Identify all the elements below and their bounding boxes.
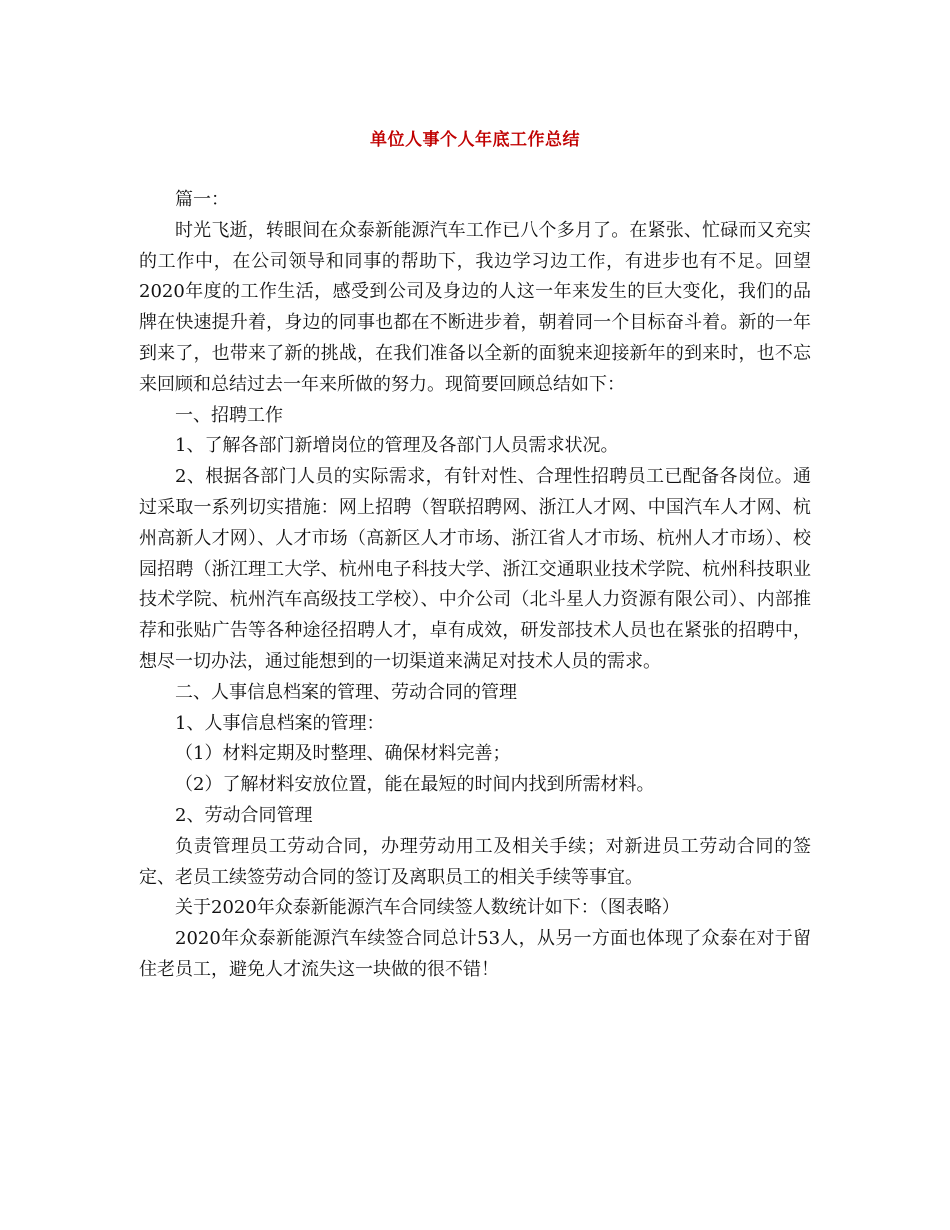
document-title: 单位人事个人年底工作总结: [370, 130, 580, 150]
list-item-archive-1: （1）材料定期及时整理、确保材料完善；: [175, 743, 511, 765]
paragraph-recruitment-1: 1、了解各部门新增岗位的管理及各部门人员需求状况。: [175, 435, 619, 457]
paragraph-intro: 时光飞逝，转眼间在众泰新能源汽车工作已八个多月了。在紧张、忙碌而又充实的工作中，在公司领导和同事的帮助下，我边学习边工作，有进步也有不足。回望2020年度的工作生活，感受到公司及身边的人这一年来发生的巨大变化，我们的品牌在快速提升着，身边的同事也都在不断进步着，朝着同一个目标奋斗着。新的一年到来了，也带来了新的挑战，在我们准备以全新的面貌来迎接新年的到来时，也不忘来回顾和总结过去一年来所做的努力。现简要回顾总结如下：: [139, 219, 811, 395]
subheading-archive-management: 1、人事信息档案的管理：: [175, 712, 385, 734]
list-item-archive-2: （2）了解材料安放位置，能在最短的时间内找到所需材料。: [175, 774, 655, 796]
paragraph-contract-duties: 负责管理员工劳动合同，办理劳动用工及相关手续；对新进员工劳动合同的签定、老员工续签劳动合同的签订及离职员工的相关手续等事宜。: [139, 835, 811, 888]
subheading-contract-management: 2、劳动合同管理: [175, 804, 313, 826]
paragraph-part-one-heading: 篇一：: [175, 189, 229, 210]
paragraph-contract-stats-intro: 关于2020年众泰新能源汽车合同续签人数统计如下：（图表略）: [175, 897, 680, 919]
section-heading-archives: 二、人事信息档案的管理、劳动合同的管理: [175, 681, 517, 703]
section-heading-recruitment: 一、招聘工作: [175, 404, 283, 426]
paragraph-recruitment-2: 2、根据各部门人员的实际需求，有针对性、合理性招聘员工已配备各岗位。通过采取一系列切实措施：网上招聘（智联招聘网、浙江人才网、中国汽车人才网、杭州高新人才网）、人才市场（高新区人才市场、浙江省人才市场、杭州人才市场）、校园招聘（浙江理工大学、杭州电子科技大学、浙江交通职业技术学院、杭州科技职业技术学院、杭州汽车高级技工学校）、中介公司（北斗星人力资源有限公司）、内部推荐和张贴广告等各种途径招聘人才，卓有成效，研发部技术人员也在紧张的招聘中，想尽一切办法，通过能想到的一切渠道来满足对技术人员的需求。: [139, 466, 811, 672]
document-body: [139, 185, 811, 986]
paragraph-contract-stats-summary: 2020年众泰新能源汽车续签合同总计53人，从另一方面也体现了众泰在对于留住老员工，避免人才流失这一块做的很不错！: [139, 928, 811, 980]
